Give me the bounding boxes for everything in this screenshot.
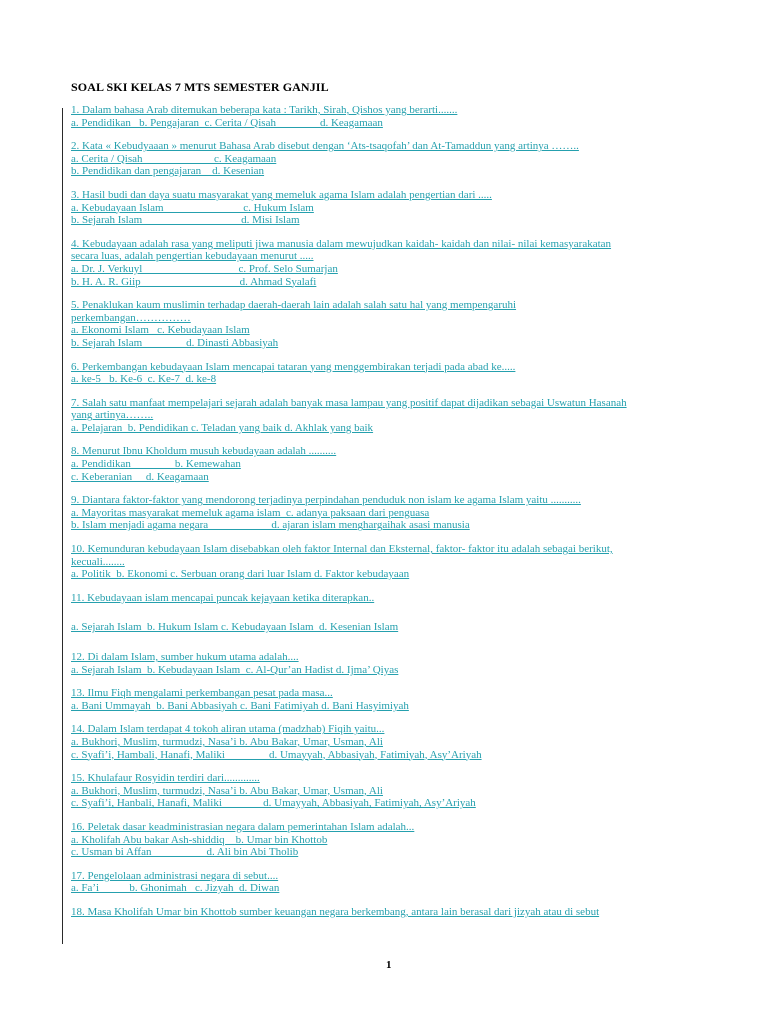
question-block [71,189,721,227]
answer-options[interactable]: a. Cerita / Qisah c. Keagamaan [71,152,277,165]
page-number: 1 [386,959,392,971]
answer-options[interactable]: a. Ekonomi Islam c. Kebudayaan Islam [71,324,250,337]
question-block [71,592,721,605]
answer-options[interactable]: kecuali........ [71,555,125,568]
question-text[interactable]: 16. Peletak dasar keadministrasian negara dalam pemerintahan Islam adalah... [71,820,415,833]
answer-options[interactable]: c. Usman bi Affan d. Ali bin Abi Tholib [71,846,299,859]
answer-options[interactable]: a. ke-5 b. Ke-6 c. Ke-7 d. ke-8 [71,373,217,386]
question-block [71,687,721,712]
question-block [71,299,721,349]
question-block [71,651,721,676]
question-text[interactable]: 15. Khulafaur Rosyidin terdiri dari............. [71,772,260,785]
question-block [71,494,721,532]
question-text[interactable]: 8. Menurut Ibnu Kholdum musuh kebudayaan adalah .......... [71,445,337,458]
answer-options[interactable]: a. Kebudayaan Islam c. Hukum Islam [71,201,314,214]
question-block [71,104,721,129]
answer-options[interactable]: a. Bukhori, Muslim, turmudzi, Nasa’i b. Abu Bakar, Umar, Usman, Ali [71,784,383,797]
question-block [71,723,721,761]
answer-options[interactable]: a. Pelajaran b. Pendidikan c. Teladan yang baik d. Akhlak yang baik [71,421,374,434]
question-text[interactable]: 7. Salah satu manfaat mempelajari sejarah adalah banyak masa lampau yang positif dapat dijadikan sebagai Uswatun Hasanah [71,396,627,409]
answer-options[interactable]: perkembangan…………… [71,311,191,324]
answer-options[interactable]: a. Pendidikan b. Pengajaran c. Cerita / Qisah d. Keagamaan [71,116,383,129]
answer-options[interactable]: b. H. A. R. Giip d. Ahmad Syalafi [71,275,317,288]
question-block [71,621,721,634]
answer-options[interactable]: secara luas, adalah pengertian kebudayaan menurut ..... [71,250,314,263]
margin-line [62,108,63,944]
question-block [71,906,721,919]
question-block [71,772,721,810]
question-text[interactable]: 3. Hasil budi dan daya suatu masyarakat yang memeluk agama Islam adalah pengertian dari ..... [71,188,492,201]
question-block [71,870,721,895]
question-text[interactable]: 13. Ilmu Fiqh mengalami perkembangan pesat pada masa... [71,687,333,700]
question-block [71,140,721,178]
question-text[interactable]: 1. Dalam bahasa Arab ditemukan beberapa kata : Tarikh, Sirah, Qishos yang berarti....... [71,104,458,116]
question-text[interactable]: 11. Kebudayaan islam mencapai puncak kejayaan ketika diterapkan.. [71,591,375,604]
question-text[interactable]: 17. Pengelolaan administrasi negara di sebut.... [71,869,279,882]
answer-options[interactable]: b. Islam menjadi agama negara d. ajaran islam menghargaihak asasi manusia [71,519,470,532]
answer-options[interactable]: b. Sejarah Islam d. Misi Islam [71,214,300,227]
question-text[interactable]: 12. Di dalam Islam, sumber hukum utama adalah.... [71,651,299,663]
answer-options[interactable]: a. Pendidikan b. Kemewahan [71,458,241,471]
question-text[interactable]: 9. Diantara faktor-faktor yang mendorong terjadinya perpindahan penduduk non islam ke agama Islam yaitu ........... [71,494,581,507]
question-block [71,238,721,288]
question-text[interactable]: 5. Penaklukan kaum muslimin terhadap daerah-daerah lain adalah salah satu hal yang mempengaruhi [71,299,517,312]
answer-options[interactable]: a. Bukhori, Muslim, turmudzi, Nasa’i b. Abu Bakar, Umar, Usman, Ali [71,735,383,748]
question-block [71,445,721,483]
answer-options[interactable]: a. Sejarah Islam b. Kebudayaan Islam c. Al-Qur’an Hadist d. Ijma’ Qiyas [71,663,399,676]
question-block [71,543,721,581]
answer-options[interactable]: yang artinya…….. [71,409,154,422]
answer-options[interactable]: a. Politik b. Ekonomi c. Serbuan orang dari luar Islam d. Faktor kebudayaan [71,568,410,581]
answer-options[interactable]: a. Dr. J. Verkuyl c. Prof. Selo Sumarjan [71,262,338,275]
question-text[interactable]: 4. Kebudayaan adalah rasa yang meliputi jiwa manusia dalam mewujudkan kaidah- kaidah dan nilai- nilai kemasyarakatan [71,237,612,250]
question-text[interactable]: 2. Kata « Kebudyaaan » menurut Bahasa Arab disebut dengan ‘Ats-tsaqofah’ dan At-Tamaddun yang artinya …….. [71,140,579,153]
question-text[interactable]: 14. Dalam Islam terdapat 4 tokoh aliran utama (madzhab) Fiqih yaitu... [71,723,385,736]
answer-options[interactable]: b. Pendidikan dan pengajaran d. Kesenian [71,165,265,178]
question-text[interactable]: 6. Perkembangan kebudayaan Islam mencapai tataran yang menggembirakan terjadi pada abad ke..... [71,360,516,373]
answer-options[interactable]: a. Kholifah Abu bakar Ash-shiddiq b. Umar bin Khottob [71,833,328,846]
question-text[interactable]: 10. Kemunduran kebudayaan Islam disebabkan oleh faktor Internal dan Eksternal, faktor- faktor itu adalah sebagai berikut, [71,543,613,556]
question-text[interactable]: a. Sejarah Islam b. Hukum Islam c. Kebudayaan Islam d. Kesenian Islam [71,621,399,634]
page-title: SOAL SKI KELAS 7 MTS SEMESTER GANJIL [71,80,329,94]
question-block [71,821,721,859]
answer-options[interactable]: a. Bani Ummayah b. Bani Abbasiyah c. Bani Fatimiyah d. Bani Hasyimiyah [71,699,409,712]
answer-options[interactable]: b. Sejarah Islam d. Dinasti Abbasiyah [71,336,279,349]
answer-options[interactable]: c. Syafi’i, Hambali, Hanafi, Maliki d. Umayyah, Abbasiyah, Fatimiyah, Asy’Ariyah [71,748,482,761]
answer-options[interactable]: c. Keberanian d. Keagamaan [71,470,209,483]
question-text[interactable]: 18. Masa Kholifah Umar bin Khottob sumber keuangan negara berkembang, antara lain berasal dari jizyah atau di sebut [71,905,600,918]
question-block [71,361,721,386]
answer-options[interactable]: c. Syafi’i, Hanbali, Hanafi, Maliki d. Umayyah, Abbasiyah, Fatimiyah, Asy’Ariyah [71,797,476,810]
question-list [71,104,721,930]
answer-options[interactable]: a. Fa’i b. Ghonimah c. Jizyah d. Diwan [71,882,280,895]
answer-options[interactable]: a. Mayoritas masyarakat memeluk agama islam c. adanya paksaan dari penguasa [71,506,430,519]
question-block [71,397,721,435]
